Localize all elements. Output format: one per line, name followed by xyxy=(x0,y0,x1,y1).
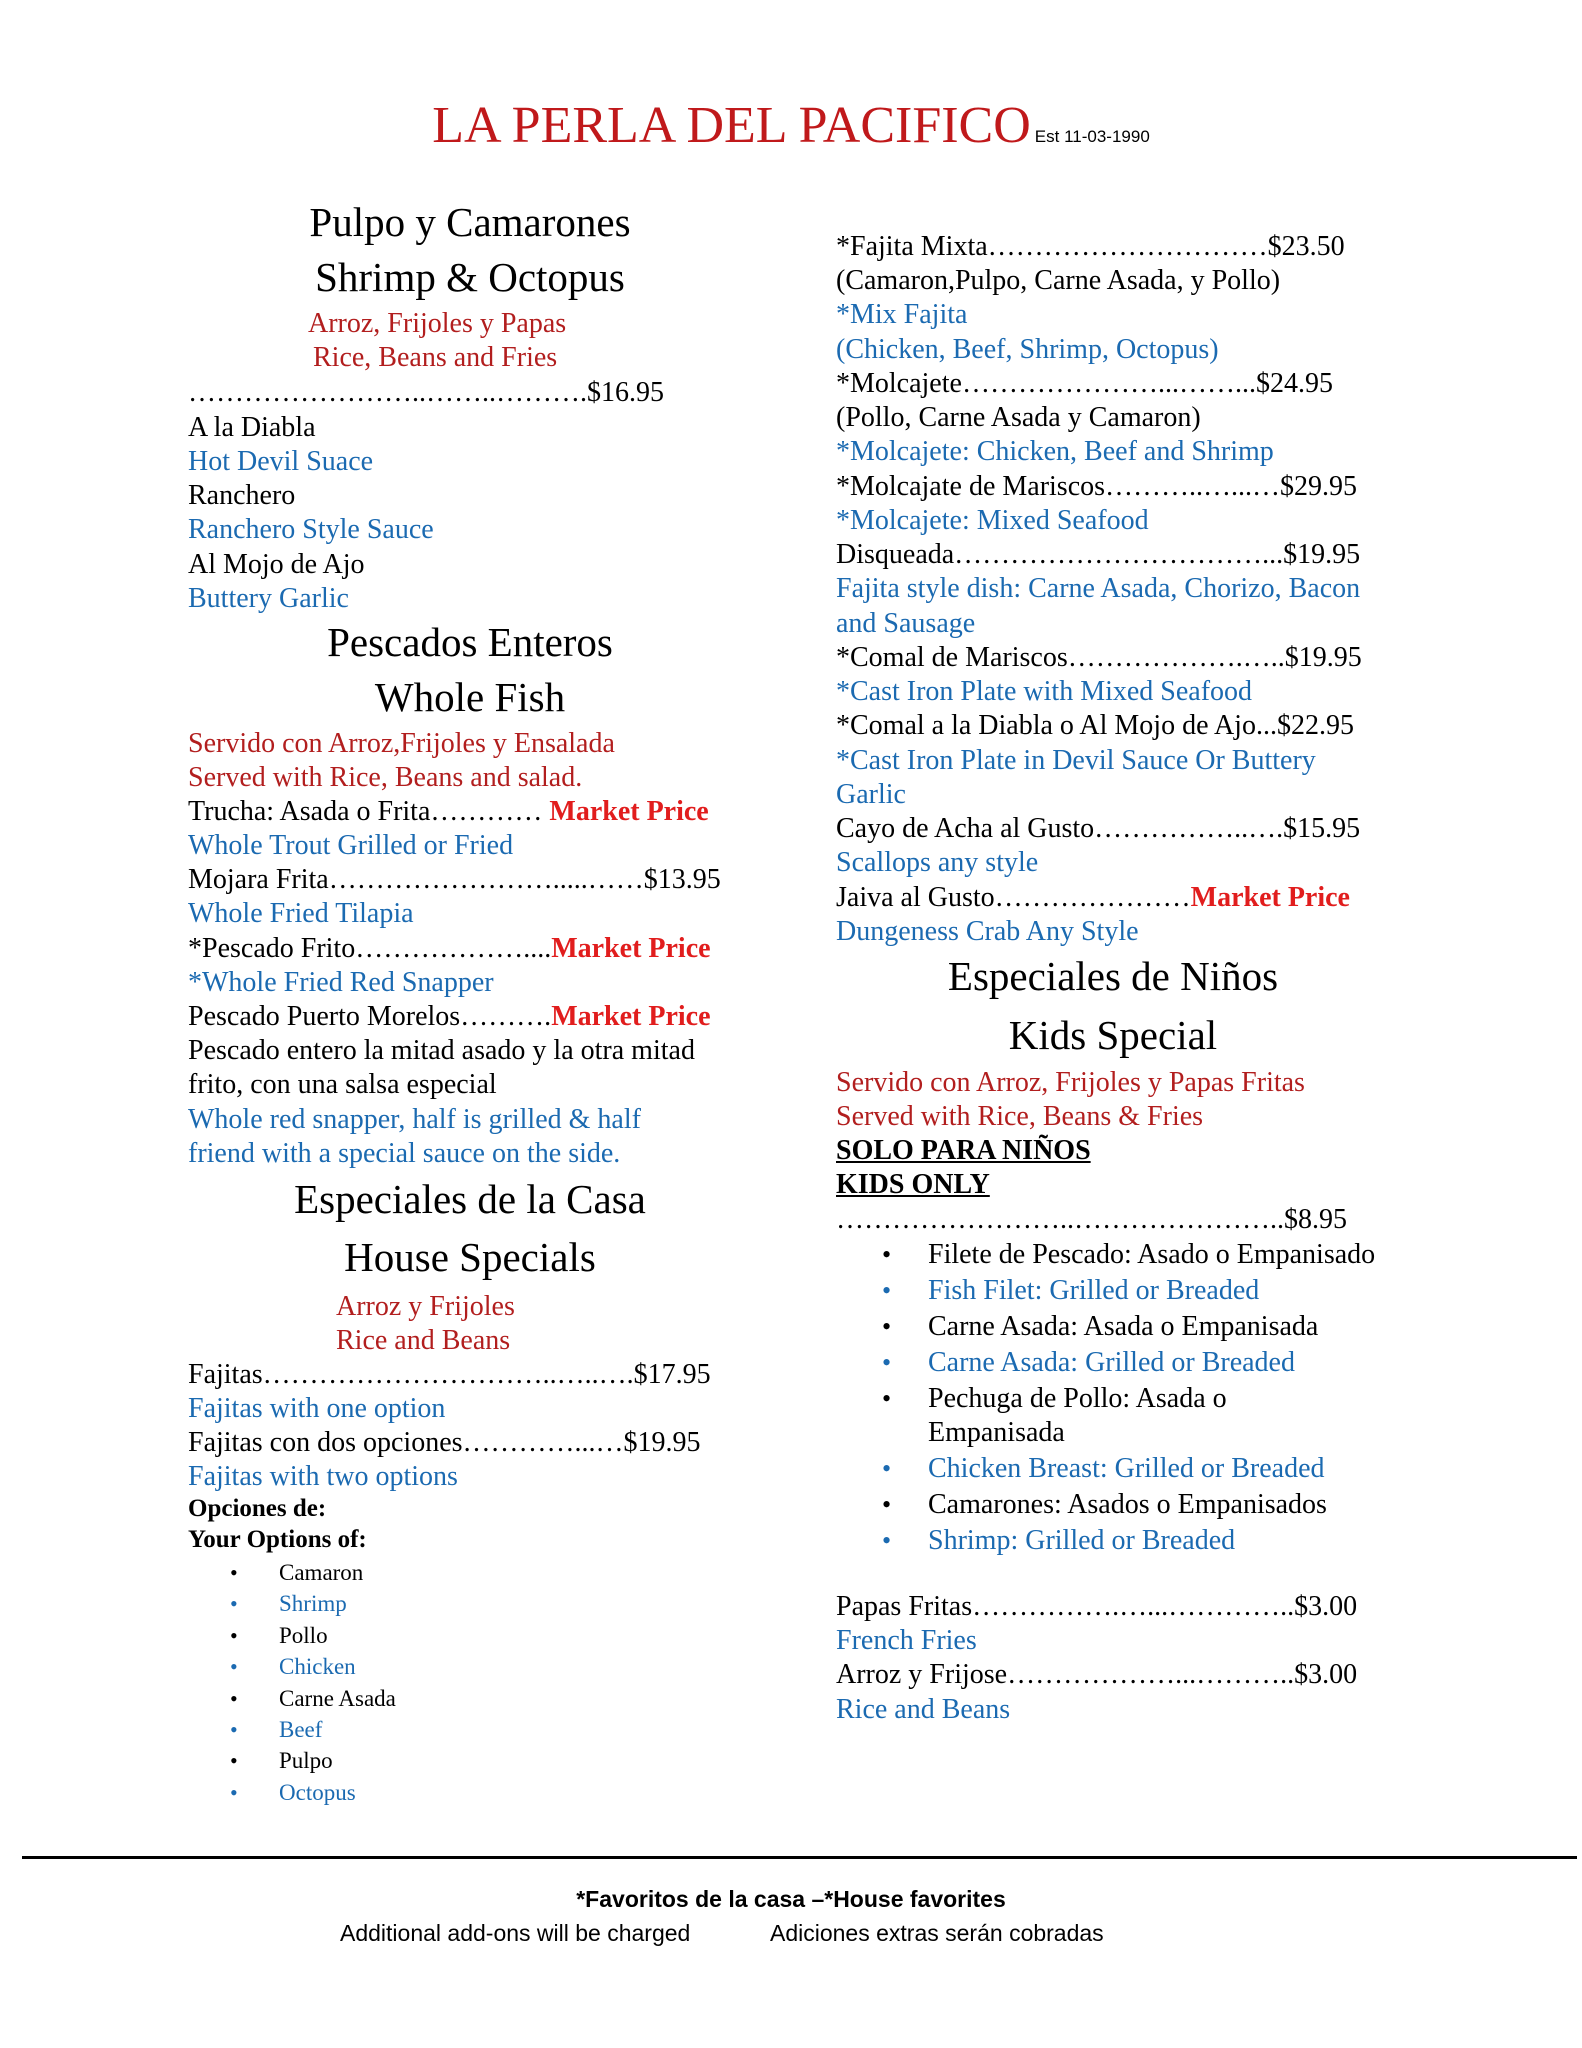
comal-diabla-item: *Comal a la Diabla o Al Mojo de Ajo...$22.95 xyxy=(836,710,1354,741)
bullet-icon: • xyxy=(882,1240,892,1269)
mojara-en: Whole Fried Tilapia xyxy=(188,898,414,929)
opciones-label: Opciones de: xyxy=(188,1495,327,1522)
list-item xyxy=(882,1524,1392,1558)
fajita-mixta-desc: (Camaron,Pulpo, Carne Asada, y Pollo) xyxy=(836,265,1281,296)
shrimp-title-es: Pulpo y Camarones xyxy=(309,199,631,245)
bullet-icon: • xyxy=(882,1276,892,1305)
list-item xyxy=(230,1620,396,1651)
molcajete-en: *Molcajete: Chicken, Beef and Shrimp xyxy=(836,436,1274,467)
comal-item: *Comal de Mariscos……………….…..$19.95 xyxy=(836,642,1362,673)
bullet-icon: • xyxy=(230,1591,238,1617)
molcajete-item: *Molcajete…………………...……...$24.95 xyxy=(836,368,1333,399)
list-item xyxy=(882,1452,1392,1486)
jaiva-en: Dungeness Crab Any Style xyxy=(836,916,1139,947)
arroz-item: Arroz y Frijose………………...………..$3.00 xyxy=(836,1659,1358,1690)
list-item xyxy=(230,1777,396,1808)
puerto-desc-es-2: frito, con una salsa especial xyxy=(188,1069,497,1100)
list-item xyxy=(230,1745,396,1776)
list-item xyxy=(882,1238,1392,1272)
fajitas-item: Fajitas…………………………..…..….$17.95 xyxy=(188,1359,711,1390)
kids-item-label: Carne Asada: Asada o Empanisada xyxy=(928,1311,1319,1342)
puerto-desc-en-1: Whole red snapper, half is grilled & half xyxy=(188,1104,641,1135)
puerto-desc-es-1: Pescado entero la mitad asado y la otra mitad xyxy=(188,1035,695,1066)
your-options-label: Your Options of: xyxy=(188,1526,367,1553)
addons-es-note: Adiciones extras serán cobradas xyxy=(770,1920,1104,1946)
house-favorites-note: *Favoritos de la casa –*House favorites xyxy=(576,1886,1006,1912)
pescado-frito-price: Market Price xyxy=(551,933,711,964)
shrimp-item-es-2: Al Mojo de Ajo xyxy=(188,549,365,580)
kids-sub-es: Servido con Arroz, Frijoles y Papas Fritas xyxy=(836,1067,1305,1098)
fajitas-en: Fajitas with one option xyxy=(188,1393,446,1424)
papas-en: French Fries xyxy=(836,1625,977,1656)
jaiva-item xyxy=(836,881,1350,915)
bullet-icon: • xyxy=(882,1312,892,1341)
mojara-item: Mojara Frita…………………….....……$13.95 xyxy=(188,864,721,895)
list-item xyxy=(882,1274,1392,1308)
list-item xyxy=(882,1488,1392,1522)
list-item xyxy=(230,1683,396,1714)
bullet-icon: • xyxy=(882,1384,892,1413)
restaurant-title: LA PERLA DEL PACIFICO xyxy=(432,97,1031,154)
jaiva-name: Jaiva al Gusto………………… xyxy=(836,882,1191,913)
kids-item-label: Camarones: Asados o Empanisados xyxy=(928,1489,1327,1520)
molcajete-mixed-en: *Molcajete: Mixed Seafood xyxy=(836,505,1149,536)
trucha-item xyxy=(188,795,709,829)
comal-diabla-en-2: Garlic xyxy=(836,779,906,810)
fish-title-es: Pescados Enteros xyxy=(327,619,613,665)
disqueada-item: Disqueada……………………………...$19.95 xyxy=(836,539,1361,570)
trucha-en: Whole Trout Grilled or Fried xyxy=(188,830,514,861)
list-item xyxy=(230,1557,396,1588)
bullet-icon: • xyxy=(230,1748,238,1774)
arroz-en: Rice and Beans xyxy=(836,1694,1011,1725)
pescado-frito-en: *Whole Fried Red Snapper xyxy=(188,967,494,998)
papas-item: Papas Fritas…………….…...…………..$3.00 xyxy=(836,1591,1358,1622)
trucha-name: Trucha: Asada o Frita………… xyxy=(188,796,543,827)
pescado-frito-item xyxy=(188,932,711,966)
disqueada-en-2: and Sausage xyxy=(836,608,976,639)
kids-items-list xyxy=(882,1238,1392,1560)
bullet-icon: • xyxy=(882,1348,892,1377)
kids-item-label: Carne Asada: Grilled or Breaded xyxy=(928,1347,1295,1378)
bullet-icon: • xyxy=(230,1779,238,1805)
bullet-icon: • xyxy=(230,1654,238,1680)
shrimp-title-en: Shrimp & Octopus xyxy=(315,254,625,300)
option-label: Camaron xyxy=(279,1560,364,1585)
shrimp-item-en-1: Ranchero Style Sauce xyxy=(188,514,434,545)
option-label: Pulpo xyxy=(279,1748,333,1774)
list-item xyxy=(882,1346,1392,1380)
option-label: Shrimp xyxy=(279,1591,347,1617)
addons-en-note: Additional add-ons will be charged xyxy=(340,1920,691,1946)
molcajate-mariscos-item: *Molcajate de Mariscos………..…...…$29.95 xyxy=(836,471,1358,502)
shrimp-sub-en: Rice, Beans and Fries xyxy=(313,342,558,373)
fajita-mixta-item: *Fajita Mixta…………………………$23.50 xyxy=(836,231,1345,262)
kids-item-label: Fish Filet: Grilled or Breaded xyxy=(928,1275,1260,1306)
options-list xyxy=(230,1557,396,1808)
house-sub-en: Rice and Beans xyxy=(336,1325,511,1356)
shrimp-sub-es: Arroz, Frijoles y Papas xyxy=(308,308,567,339)
list-item xyxy=(882,1382,1278,1450)
puerto-morelos-item xyxy=(188,1000,711,1034)
list-item xyxy=(882,1310,1392,1344)
bullet-icon: • xyxy=(882,1526,892,1555)
option-label: Chicken xyxy=(279,1654,356,1680)
house-sub-es: Arroz y Frijoles xyxy=(336,1291,515,1322)
kids-title-es: Especiales de Niños xyxy=(947,953,1279,999)
menu-header xyxy=(0,96,1582,155)
shrimp-item-es-1: Ranchero xyxy=(188,480,296,511)
fish-title-en: Whole Fish xyxy=(374,674,566,720)
fish-sub-en: Served with Rice, Beans and salad. xyxy=(188,762,583,793)
molcajete-desc: (Pollo, Carne Asada y Camaron) xyxy=(836,402,1201,433)
mix-fajita-desc: (Chicken, Beef, Shrimp, Octopus) xyxy=(836,334,1219,365)
shrimp-item-en-2: Buttery Garlic xyxy=(188,583,349,614)
option-label: Octopus xyxy=(279,1779,356,1805)
house-title-en: House Specials xyxy=(344,1234,596,1280)
kids-item-label: Chicken Breast: Grilled or Breaded xyxy=(928,1453,1325,1484)
bullet-icon: • xyxy=(882,1454,892,1483)
kids-only-label: KIDS ONLY xyxy=(836,1169,990,1200)
kids-sub-en: Served with Rice, Beans & Fries xyxy=(836,1101,1204,1132)
bullet-icon: • xyxy=(230,1717,238,1743)
option-label: Beef xyxy=(279,1717,323,1743)
jaiva-price: Market Price xyxy=(1190,882,1350,913)
kids-title-en: Kids Special xyxy=(1008,1012,1218,1058)
established-date: Est 11-03-1990 xyxy=(1034,127,1150,146)
bullet-icon: • xyxy=(230,1560,238,1585)
footer-divider xyxy=(22,1856,1577,1859)
bullet-icon: • xyxy=(882,1490,892,1519)
fish-sub-es: Servido con Arroz,Frijoles y Ensalada xyxy=(188,728,615,759)
bullet-icon: • xyxy=(230,1622,238,1648)
kids-item-label: Pechuga de Pollo: Asada o Empanisada xyxy=(928,1383,1227,1448)
option-label: Pollo xyxy=(279,1622,328,1648)
comal-diabla-en-1: *Cast Iron Plate in Devil Sauce Or Buttery xyxy=(836,745,1316,776)
kids-item-label: Shrimp: Grilled or Breaded xyxy=(928,1525,1236,1556)
shrimp-item-en-0: Hot Devil Suace xyxy=(188,446,374,477)
cayo-en: Scallops any style xyxy=(836,847,1039,878)
puerto-morelos-name: Pescado Puerto Morelos………. xyxy=(188,1001,552,1032)
mix-fajita-en: *Mix Fajita xyxy=(836,299,968,330)
cayo-item: Cayo de Acha al Gusto……………..….$15.95 xyxy=(836,813,1361,844)
kids-solo-label: SOLO PARA NIÑOS xyxy=(836,1135,1091,1166)
house-title-es: Especiales de la Casa xyxy=(294,1176,646,1222)
trucha-price: Market Price xyxy=(549,796,709,827)
disqueada-en-1: Fajita style dish: Carne Asada, Chorizo, Bacon xyxy=(836,573,1361,604)
shrimp-item-es-0: A la Diabla xyxy=(188,412,316,443)
fajitas2-item: Fajitas con dos opciones…………...…$19.95 xyxy=(188,1427,701,1458)
kids-item-label: Filete de Pescado: Asado o Empanisado xyxy=(928,1239,1376,1270)
list-item xyxy=(230,1588,396,1619)
kids-price: ……………………..…………………..$8.95 xyxy=(836,1204,1347,1235)
option-label: Carne Asada xyxy=(279,1685,396,1711)
shrimp-price: ……………………..……..……….$16.95 xyxy=(188,377,664,408)
bullet-icon: • xyxy=(230,1685,238,1711)
pescado-frito-name: *Pescado Frito……………….... xyxy=(188,933,552,964)
list-item xyxy=(230,1651,396,1682)
fajitas2-en: Fajitas with two options xyxy=(188,1461,458,1492)
puerto-desc-en-2: friend with a special sauce on the side. xyxy=(188,1138,621,1169)
puerto-morelos-price: Market Price xyxy=(551,1001,711,1032)
list-item xyxy=(230,1714,396,1745)
comal-en: *Cast Iron Plate with Mixed Seafood xyxy=(836,676,1253,707)
